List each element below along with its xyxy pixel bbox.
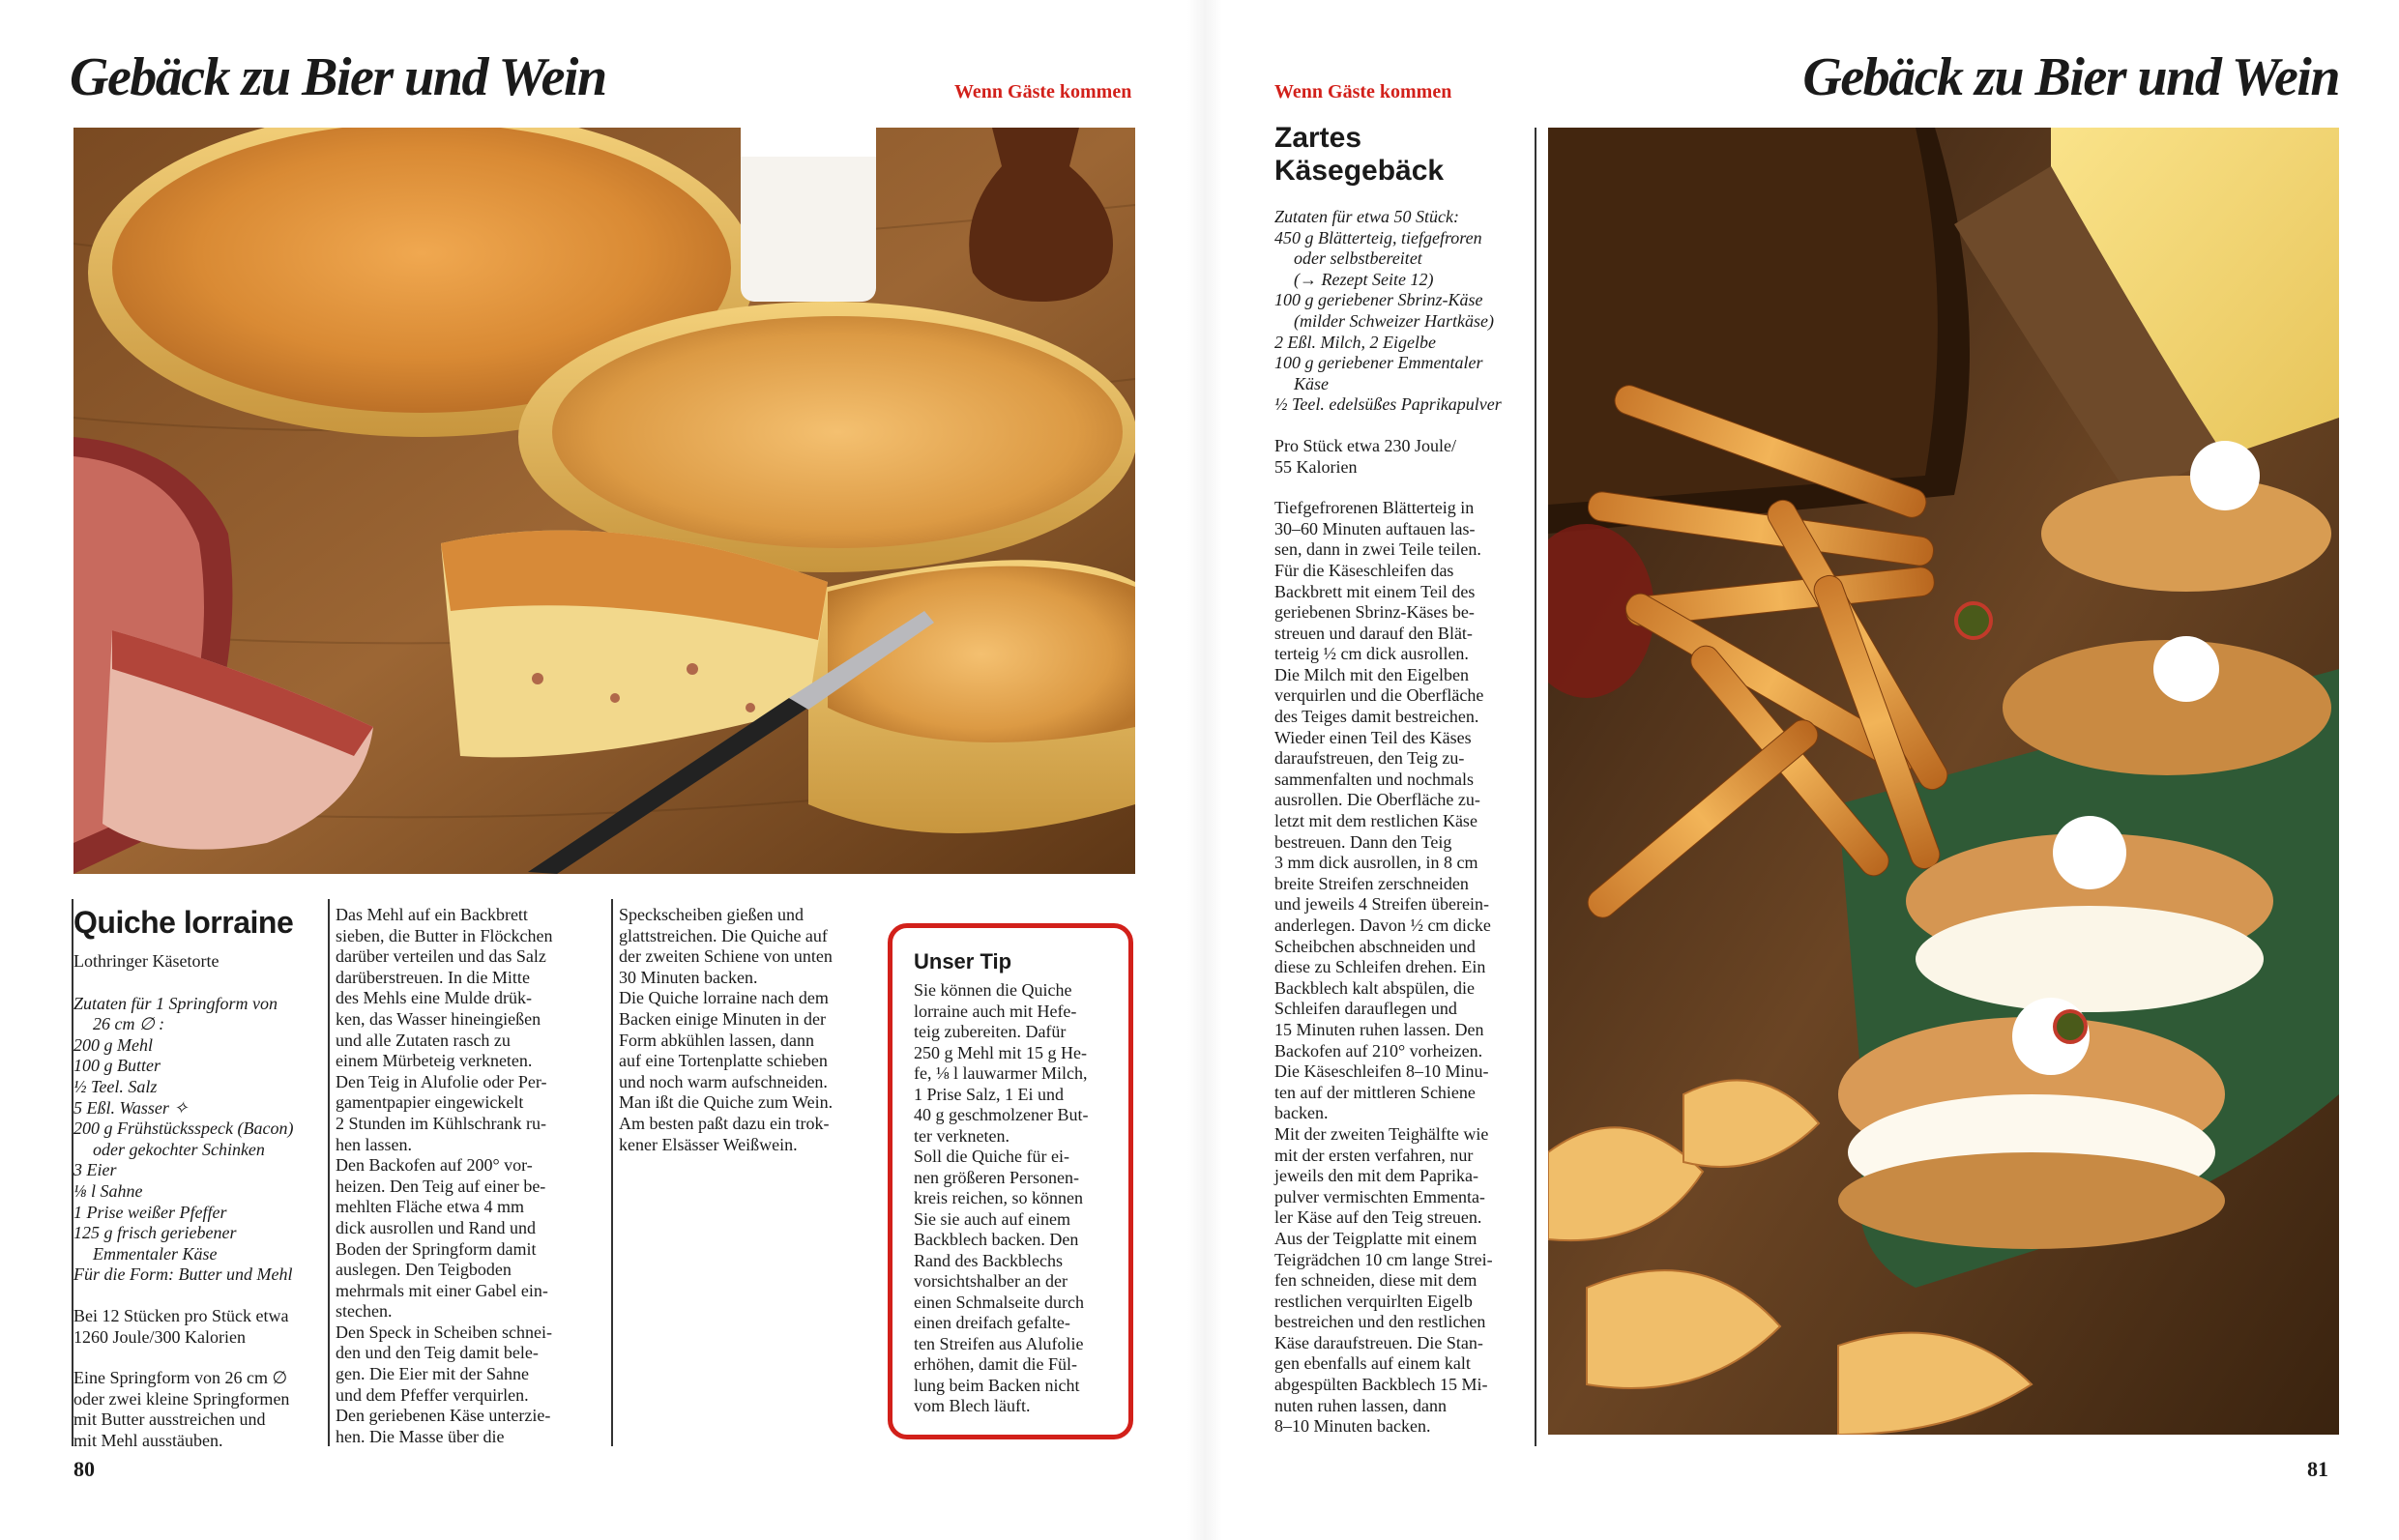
tip-line: fe, ⅛ l lauwarmer Milch, [914,1063,1088,1083]
step-line: geriebenen Sbrinz-Käses be- [1274,602,1475,623]
step-line: Käse daraufstreuen. Die Stan- [1274,1332,1483,1352]
step-line: Die Quiche lorraine nach dem [619,988,829,1008]
step-line: Aus der Teigplatte mit einem [1274,1228,1477,1248]
nutrition-line: Bei 12 Stücken pro Stück etwa [73,1305,289,1325]
tip-line: ter verkneten. [914,1125,1009,1146]
ingredient-line: 100 g Butter [73,1056,161,1076]
tip-title: Unser Tip [914,949,1012,973]
step-line: darüberstreuen. In die Mitte [336,967,530,987]
column-divider [1535,128,1536,1446]
quiche-column-3 [619,905,880,1155]
step-line: des Teiges damit bestreichen. [1274,707,1479,727]
step-line: darüber verteilen und das Salz [336,946,546,967]
step-line: Die Milch mit den Eigelben [1274,664,1469,684]
step-line: breite Streifen zerschneiden [1274,873,1469,893]
step-line: Eine Springform von 26 cm ∅ [73,1368,288,1388]
section-kicker-right: Wenn Gäste kommen [1274,81,1452,102]
nutrition-line: 1260 Joule/300 Kalorien [73,1326,246,1347]
ingredient-line: (milder Schweizer Hartkäse) [1294,310,1494,331]
tip-line: einen dreifach gefalte- [914,1313,1070,1332]
step-line: 3 mm dick ausrollen, in 8 cm [1274,853,1478,873]
step-line: glattstreichen. Die Quiche auf [619,925,828,945]
ingredients-intro: Zutaten für 1 Springform von [73,993,278,1013]
tip-line: Rand des Backblechs [914,1250,1063,1270]
ingredient-line: 125 g frisch geriebener [73,1223,237,1243]
ingredient-line: Zutaten für etwa 50 Stück: [1274,207,1459,226]
ingredient-line: oder gekochter Schinken [93,1139,265,1159]
quiche-column-2 [336,905,606,1447]
recipe-title-line: Käsegebäck [1274,155,1445,187]
quiche-column-1 [73,905,325,1451]
ingredient-line: 100 g geriebener Emmentaler [1274,353,1483,373]
column-divider [328,899,330,1446]
step-line: streuen und darauf den Blät- [1274,623,1473,643]
step-line: daraufstreuen, den Teig zu- [1274,748,1465,769]
step-line: ken, das Wasser hineingießen [336,1008,541,1029]
step-line: verquirlen und die Oberfläche [1274,685,1484,706]
step-line: backen. [1274,1103,1329,1123]
step-line: des Mehls eine Mulde drük- [336,988,532,1008]
step-line: Das Mehl auf ein Backbrett [336,905,528,924]
tip-line: kreis reichen, so können [914,1188,1083,1207]
ingredient-line: Für die Form: Butter und Mehl [73,1264,293,1285]
recipe-steps [1274,498,1541,1438]
tip-line: Sie können die Quiche [914,980,1072,1000]
cheese-pastry-column [1274,122,1541,1438]
step-line: Teigrädchen 10 cm lange Strei- [1274,1249,1493,1269]
ingredient-line: 5 Eßl. Wasser ✧ [73,1097,189,1118]
tip-line: teig zubereiten. Dafür [914,1022,1067,1041]
section-kicker-left: Wenn Gäste kommen [954,81,1132,102]
tip-line: erhöhen, damit die Fül- [914,1354,1077,1374]
ingredient-line: 450 g Blätterteig, tiefgefroren [1274,227,1482,247]
tip-line: ten Streifen aus Alufolie [914,1333,1084,1353]
tip-line: einen Schmalseite durch [914,1292,1084,1312]
step-line: abgespülten Backblech 15 Mi- [1274,1375,1488,1395]
step-line: 8–10 Minuten backen. [1274,1416,1431,1437]
step-line: und noch warm aufschneiden. [619,1071,828,1091]
step-line: sen, dann in zwei Teile teilen. [1274,539,1481,560]
page-number-right: 81 [2307,1457,2328,1481]
recipe-subtitle: Lothringer Käsetorte [73,951,219,971]
step-line: Backen einige Minuten in der [619,1008,826,1029]
tip-line: Sie sie auch auf einem [914,1208,1070,1229]
tip-line: nen größeren Personen- [914,1167,1079,1187]
ingredient-line: oder selbstbereitet [1294,248,1422,269]
ingredient-line: 1 Prise weißer Pfeffer [73,1202,227,1222]
step-line: Scheibchen abschneiden und [1274,936,1476,956]
ingredient-line: ½ Teel. edelsüßes Paprikapulver [1274,394,1502,415]
ingredient-list [73,1035,325,1286]
step-line: Backbrett mit einem Teil des [1274,581,1476,601]
step-line: bestreuen. Dann den Teig [1274,831,1452,852]
step-line: 2 Stunden im Kühlschrank ru- [336,1113,546,1133]
step-line: der zweiten Schiene von unten [619,946,833,967]
tip-box [888,923,1133,1439]
step-line: Tiefgefrorenen Blätterteig in [1274,498,1475,518]
column-divider [611,899,613,1446]
step-line: bestreichen und den restlichen [1274,1312,1486,1332]
step-line: nuten ruhen lassen, dann [1274,1395,1447,1415]
step-line: Boden der Springform damit [336,1238,537,1259]
ingredient-line: Emmentaler Käse [93,1243,218,1264]
step-line: 30–60 Minuten auftauen las- [1274,518,1476,538]
step-line: oder zwei kleine Springformen [73,1388,290,1409]
step-line: gamentpapier eingewickelt [336,1092,524,1113]
step-line: Den Speck in Scheiben schnei- [336,1322,552,1342]
recipe-title: Quiche lorraine [73,905,294,940]
step-line: Mit der zweiten Teighälfte wie [1274,1123,1489,1144]
step-line: jeweils den mit dem Paprika- [1274,1166,1478,1186]
step-line: Backofen auf 210° vorheizen. [1274,1040,1483,1061]
ingredient-line: 100 g geriebener Sbrinz-Käse [1274,290,1483,310]
ingredient-line: 2 Eßl. Milch, 2 Eigelbe [1274,332,1436,352]
step-line: Form abkühlen lassen, dann [619,1030,814,1050]
ingredient-list [1274,207,1541,416]
tip-line: Backblech backen. Den [914,1230,1079,1249]
step-line: hen. Die Masse über die [336,1426,505,1446]
step-line: restlichen verquirlten Eigelb [1274,1291,1473,1311]
quiche-photo [73,128,1135,874]
step-line: mehrmals mit einer Gabel ein- [336,1280,548,1300]
step-line: Die Käseschleifen 8–10 Minu- [1274,1061,1489,1082]
nutrition-line: 55 Kalorien [1274,456,1358,477]
step-line: Am besten paßt dazu ein trok- [619,1113,830,1133]
step-line: stechen. [336,1301,393,1322]
step-line: mehlten Fläche etwa 4 mm [336,1197,524,1217]
recipe-title-line: Zartes [1274,122,1362,154]
tip-line: Soll die Quiche für ei- [914,1147,1069,1166]
tip-line: 40 g geschmolzener But- [914,1105,1089,1124]
step-line: Speckscheiben gießen und [619,905,804,924]
tip-line: vom Blech läuft. [914,1396,1031,1415]
step-line: 15 Minuten ruhen lassen. Den [1274,1019,1484,1039]
step-line: heizen. Den Teig auf einer be- [336,1176,546,1196]
step-line: mit Mehl ausstäuben. [73,1430,223,1450]
step-line: sammenfalten und nochmals [1274,769,1474,789]
step-line: ten auf der mittleren Schiene [1274,1082,1476,1102]
step-line: Den Teig in Alufolie oder Per- [336,1071,547,1091]
step-line: Den geriebenen Käse unterzie- [336,1406,551,1426]
step-line: fen schneiden, diese mit dem [1274,1270,1477,1291]
step-line: und dem Pfeffer verquirlen. [336,1384,529,1405]
nutrition-line: Pro Stück etwa 230 Joule/ [1274,435,1456,455]
tip-line: lorraine auch mit Hefe- [914,1001,1077,1021]
step-line: Den Backofen auf 200° vor- [336,1155,533,1176]
step-line: pulver vermischten Emmenta- [1274,1186,1485,1206]
book-gutter [1187,0,1222,1540]
ingredient-line: (→ Rezept Seite 12) [1294,269,1434,289]
tip-line: vorsichtshalber an der [914,1271,1068,1291]
step-line: und jeweils 4 Streifen überein- [1274,894,1489,915]
ingredient-line: ½ Teel. Salz [73,1076,158,1096]
ingredient-line: 200 g Mehl [73,1034,153,1055]
page-number-left: 80 [73,1457,95,1481]
page-headline-right: Gebäck zu Bier und Wein [1802,47,2339,107]
cheese-pastry-photo [1548,128,2339,1435]
step-line: den und den Teig damit bele- [336,1343,539,1363]
ingredient-line: Käse [1294,373,1329,393]
tip-line: 250 g Mehl mit 15 g He- [914,1042,1087,1062]
step-line: Man ißt die Quiche zum Wein. [619,1092,834,1113]
step-line: auslegen. Den Teigboden [336,1260,512,1280]
step-line: Schleifen darauflegen und [1274,999,1457,1019]
tip-line: lung beim Backen nicht [914,1375,1080,1395]
step-line: 30 Minuten backen. [619,967,758,987]
step-line: Für die Käseschleifen das [1274,560,1454,580]
step-line: anderlegen. Davon ½ cm dicke [1274,915,1491,935]
step-line: letzt mit dem restlichen Käse [1274,811,1477,831]
step-line: einem Mürbeteig verkneten. [336,1051,533,1071]
tip-body [914,980,1111,1417]
step-line: auf eine Tortenplatte schieben [619,1051,828,1071]
step-line: gen ebenfalls auf einem kalt [1274,1353,1471,1374]
step-line: dick ausrollen und Rand und [336,1217,536,1237]
step-line: hen lassen. [336,1134,412,1154]
step-line: mit der ersten verfahren, nur [1274,1145,1474,1165]
tip-line: 1 Prise Salz, 1 Ei und [914,1084,1064,1104]
step-line: Backblech kalt abspülen, die [1274,977,1475,998]
page-headline-left: Gebäck zu Bier und Wein [70,47,606,107]
ingredients-intro: 26 cm ∅ : [93,1014,165,1034]
step-line: und alle Zutaten rasch zu [336,1030,511,1050]
step-line: mit Butter ausstreichen und [73,1409,266,1430]
ingredient-line: 200 g Frühstücksspeck (Bacon) [73,1119,294,1139]
step-line: Wieder einen Teil des Käses [1274,727,1472,747]
ingredient-line: ⅛ l Sahne [73,1180,143,1201]
step-line: diese zu Schleifen drehen. Ein [1274,957,1486,977]
recipe-title [1274,122,1541,188]
step-line: sieben, die Butter in Flöckchen [336,925,553,945]
step-line: terteig ½ cm dick ausrollen. [1274,644,1469,664]
ingredient-line: 3 Eier [73,1160,117,1180]
step-line: kener Elsässer Weißwein. [619,1134,798,1154]
step-line: ler Käse auf den Teig streuen. [1274,1207,1482,1228]
step-line: gen. Die Eier mit der Sahne [336,1364,529,1384]
step-line: ausrollen. Die Oberfläche zu- [1274,790,1480,810]
